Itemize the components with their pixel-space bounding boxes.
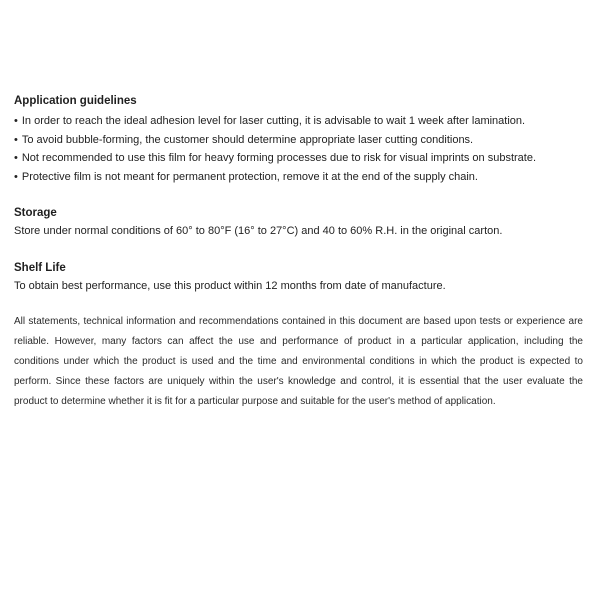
- section-storage: [14, 204, 583, 240]
- shelf-life-body-text: To obtain best performance, use this product within 12 months from date of manufacture.: [14, 280, 446, 292]
- section-shelf-life: [14, 259, 583, 295]
- bullet-icon: •: [14, 170, 18, 183]
- guidelines-list: [14, 112, 583, 186]
- section-application-guidelines: [14, 92, 583, 186]
- guideline-text: In order to reach the ideal adhesion level for laser cutting, it is advisable to wait 1 week after lamination.: [21, 115, 526, 127]
- application-guidelines-heading: Application guidelines: [14, 95, 137, 107]
- shelf-life-heading: Shelf Life: [14, 262, 66, 274]
- guideline-text: Protective film is not meant for permanent protection, remove it at the end of the supply chain.: [21, 170, 478, 183]
- guideline-item: [14, 112, 583, 131]
- bullet-icon: •: [14, 152, 18, 164]
- guideline-item: [14, 168, 583, 187]
- bullet-icon: •: [14, 115, 18, 127]
- storage-body-text: Store under normal conditions of 60° to 80°F (16° to 27°C) and 40 to 60% R.H. in the original carton.: [14, 225, 503, 237]
- guideline-text: To avoid bubble-forming, the customer should determine appropriate laser cutting conditions.: [21, 133, 474, 146]
- disclaimer-paragraph: All statements, technical information and recommendations contained in this document are based upon tests or experience are reliable. However, many factors can affect the use and performance of product in a particular application, including the conditions under which the product is used and the time and environmental conditions in which the product is expected to perform. Since these factors are uniquely within the user's knowledge and control, it is essential that the user evaluate the product to determine whether it is fit for a particular purpose and suitable for the user's method of application.: [14, 316, 583, 407]
- guideline-item: [14, 149, 583, 168]
- guideline-text: Not recommended to use this film for heavy forming processes due to risk for visual imprints on substrate.: [21, 152, 537, 164]
- guideline-item: [14, 131, 583, 150]
- storage-heading: Storage: [14, 207, 57, 219]
- bullet-icon: •: [14, 133, 18, 146]
